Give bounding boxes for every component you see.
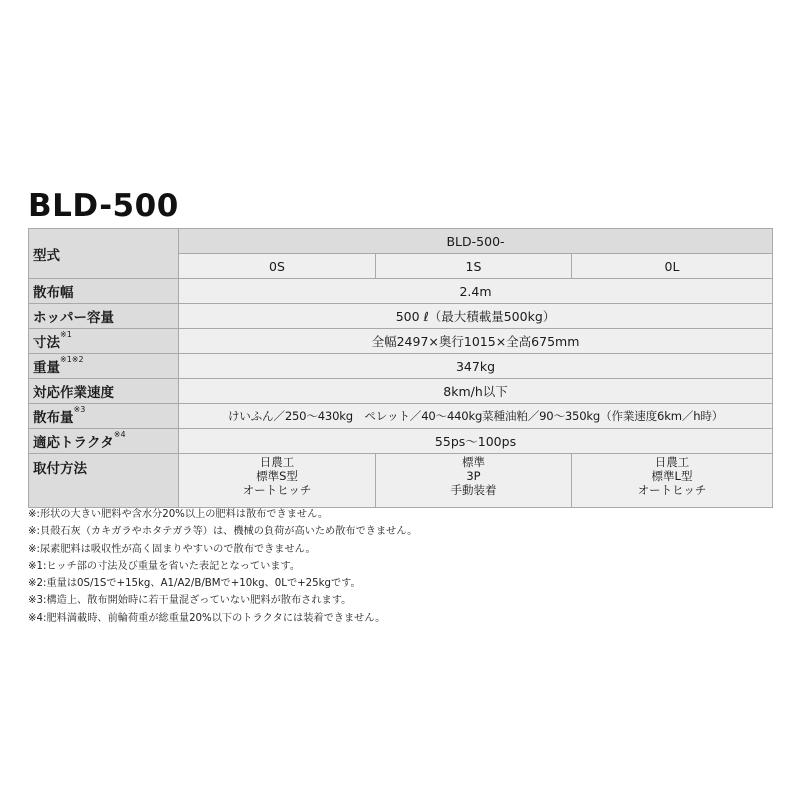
footnote: ※1:ヒッチ部の寸法及び重量を省いた表記となっています。 — [28, 560, 301, 572]
table-row — [29, 454, 773, 508]
table-row — [29, 379, 773, 404]
footnote: ※2:重量は0S/1Sで+15kg、A1/A2/B/BMで+10kg、0Lで+25kgです。 — [28, 578, 361, 590]
footnote-mark: ※4 — [113, 430, 126, 439]
row-value-width: 2.4m — [179, 279, 773, 304]
variant-0l: 0L — [572, 254, 773, 279]
model-label: 型式 — [29, 229, 179, 279]
table-row — [29, 329, 773, 354]
footnote-mark: ※3 — [73, 405, 86, 414]
mount-line: 標準L型 — [651, 469, 693, 483]
table-row — [29, 304, 773, 329]
footnote: ※3:構造上、散布開始時に若干量混ざっていない肥料が散布されます。 — [28, 595, 352, 607]
mount-cell-1s — [376, 454, 572, 508]
row-label-speed: 対応作業速度 — [29, 379, 179, 404]
table-row — [29, 404, 773, 429]
model-header: BLD-500- — [179, 229, 773, 254]
variant-1s: 1S — [376, 254, 572, 279]
mount-line: 日農工 — [259, 455, 295, 469]
mount-line: 標準 — [462, 455, 485, 469]
row-label-weight: 重量$^{※1※2}$ — [29, 354, 179, 379]
footnote: ※:尿素肥料は吸収性が高く固まりやすいので散布できません。 — [28, 543, 316, 555]
mount-cell-0s — [179, 454, 376, 508]
row-label-tractor: 適応トラクタ$^{※4}$ — [29, 429, 179, 454]
mount-line: 日農工 — [654, 455, 690, 469]
row-value-spread: けいふん／250〜430kg ペレット／40〜440kg菜種油粕／90〜350kg（作業速度6km／h時） — [179, 404, 773, 429]
mount-cell-0l — [572, 454, 773, 508]
row-value-weight: 347kg — [179, 354, 773, 379]
row-label-hopper: ホッパー容量 — [29, 304, 179, 329]
footnote: ※:貝殻石灰（カキガラやホタテガラ等）は、機械の負荷が高いため散布できません。 — [28, 526, 418, 538]
row-value-tractor: 55ps〜100ps — [179, 429, 773, 454]
footnote: ※4:肥料満載時、前輪荷重が総重量20%以下のトラクタには装着できません。 — [28, 612, 386, 624]
footnote-mark: ※1 — [60, 330, 72, 339]
table-row — [29, 279, 773, 304]
row-label-dimensions: 寸法$^{※1}$ — [29, 329, 179, 354]
row-value-hopper: 500 ℓ（最大積載量500kg） — [179, 304, 773, 329]
model-header-row — [29, 229, 773, 254]
mount-line: 手動装着 — [450, 483, 497, 497]
row-value-dimensions: 全幅2497×奥行1015×全高675mm — [179, 329, 773, 354]
table-row — [29, 354, 773, 379]
mount-line: 標準S型 — [256, 469, 298, 483]
row-label-spread: 散布量$^{※3}$ — [29, 404, 179, 429]
row-value-speed: 8km/h以下 — [179, 379, 773, 404]
mount-line: オートヒッチ — [637, 483, 707, 497]
footnote-mark: ※1※2 — [60, 355, 84, 364]
variant-0s: 0S — [179, 254, 376, 279]
mount-line: オートヒッチ — [242, 483, 312, 497]
footnote: ※:形状の大きい肥料や含水分20%以上の肥料は散布できません。 — [28, 509, 329, 520]
page-title: BLD-500 — [28, 188, 179, 224]
table-row — [29, 429, 773, 454]
mount-line: 3P — [466, 469, 481, 483]
footnotes — [28, 506, 772, 627]
row-label-width: 散布幅 — [29, 279, 179, 304]
spec-table — [28, 228, 773, 508]
row-label-mount: 取付方法 — [29, 454, 179, 508]
